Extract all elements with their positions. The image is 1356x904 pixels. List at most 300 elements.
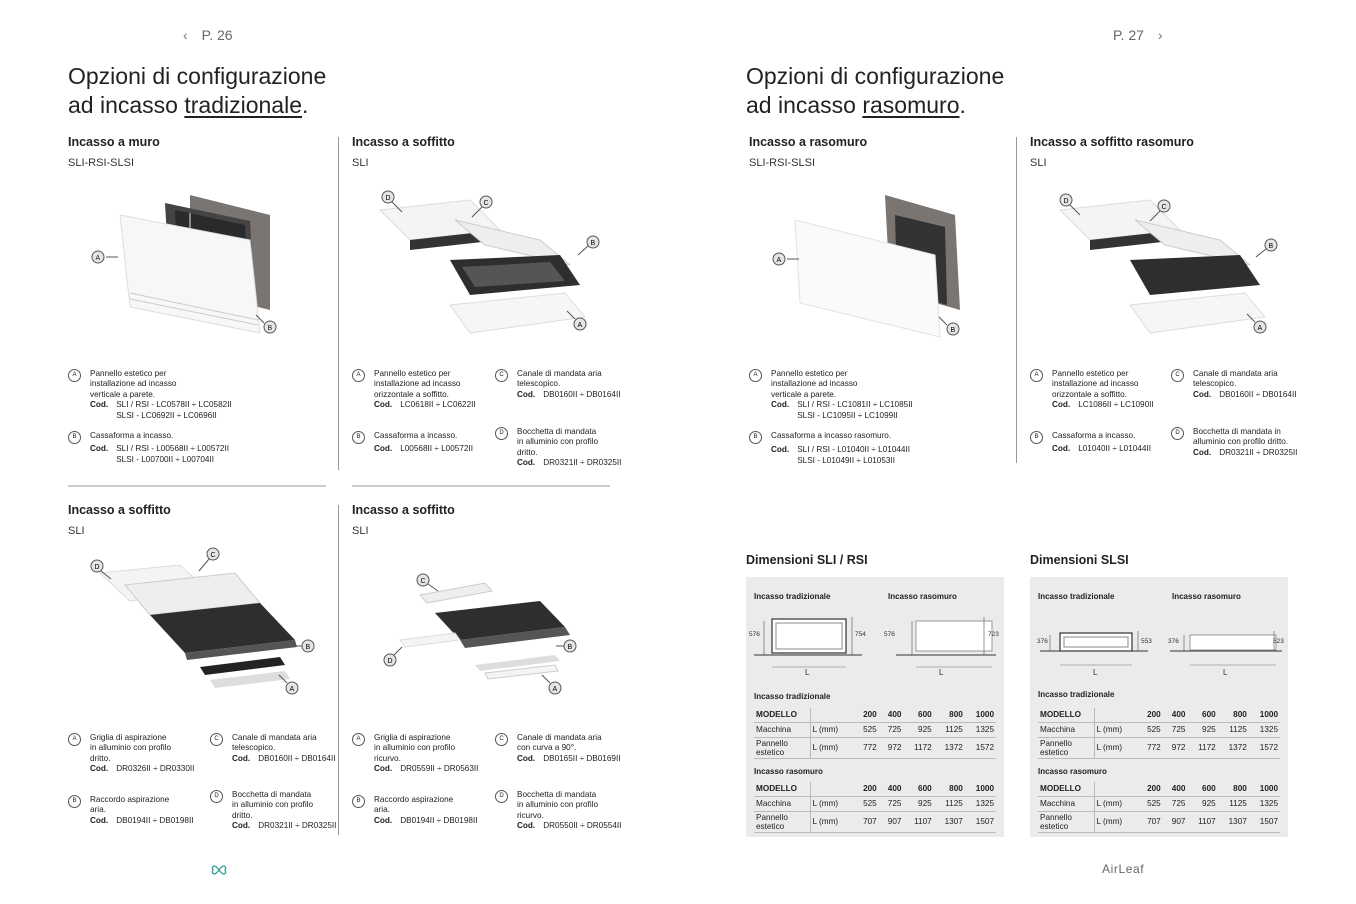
divider-vertical bbox=[338, 505, 339, 835]
dimensions-sli-rsi-heading: Dimensioni SLI / RSI bbox=[746, 553, 868, 567]
callout-c bbox=[199, 548, 219, 571]
marker-a: A bbox=[352, 733, 365, 746]
dimensions-panel bbox=[746, 577, 1004, 837]
marker-a: A bbox=[68, 369, 81, 382]
svg-text:B: B bbox=[567, 644, 573, 651]
table-title: Incasso rasomuro bbox=[754, 767, 823, 776]
table-cell: 1372 bbox=[934, 737, 965, 758]
legend-text: Griglia di aspirazione bbox=[374, 733, 451, 742]
table-header-row bbox=[754, 708, 996, 722]
left-page-number: P. 26 bbox=[201, 27, 233, 43]
table-cell: 707 bbox=[854, 811, 879, 832]
marker-c: C bbox=[495, 369, 508, 382]
table-cell: 1125 bbox=[934, 796, 965, 811]
table-cell: L (mm) bbox=[1094, 811, 1138, 832]
cod-label: Cod. bbox=[517, 389, 536, 399]
table-header-cell: 600 bbox=[903, 708, 933, 722]
svg-text:A: A bbox=[95, 255, 101, 262]
cod-label: Cod. bbox=[1193, 447, 1212, 457]
cod-label: Cod. bbox=[517, 753, 536, 763]
svg-text:B: B bbox=[305, 644, 311, 651]
table-header-cell: 200 bbox=[1138, 708, 1163, 722]
legend-text: in alluminio con profilo bbox=[517, 437, 599, 447]
legend-text: alluminio con profilo dritto. bbox=[1193, 437, 1289, 447]
cod-value: SLI / RSI - L01040II ÷ L01044II bbox=[797, 445, 911, 455]
marker-a: A bbox=[749, 369, 762, 382]
section-ceiling-curved bbox=[352, 503, 455, 537]
legend-text: Cassaforma a incasso. bbox=[90, 431, 174, 440]
legend-text: orizzontale a soffitto. bbox=[1052, 389, 1127, 399]
cod-value: LC0618II ÷ LC0622II bbox=[400, 400, 476, 410]
table-cell: Pannello estetico bbox=[754, 737, 810, 758]
section-subheading: SLI-RSI-SLSI bbox=[68, 157, 135, 169]
legend-text: Raccordo aspirazione bbox=[374, 795, 454, 804]
callout-b bbox=[939, 317, 959, 335]
right-page-nav bbox=[1113, 27, 1163, 43]
table-row bbox=[754, 811, 996, 832]
legend-item-b bbox=[352, 795, 478, 826]
legend-text: Cassaforma a incasso rasomuro. bbox=[771, 431, 892, 440]
table-cell: 925 bbox=[903, 796, 933, 811]
table-cell: 1172 bbox=[1187, 737, 1217, 758]
legend-text: aria. bbox=[374, 805, 390, 815]
cod-label: Cod. bbox=[517, 458, 536, 468]
dim-length-label: L bbox=[939, 668, 944, 677]
dimensions-slsi-heading: Dimensioni SLSI bbox=[1030, 553, 1129, 567]
cod-label: Cod. bbox=[374, 444, 393, 454]
legend-item-d bbox=[495, 790, 621, 832]
svg-text:C: C bbox=[1161, 204, 1167, 211]
section-heading: Incasso a soffitto bbox=[352, 135, 455, 149]
cod-value: DB0160II ÷ DB0164II bbox=[258, 753, 336, 763]
right-title-line1: Opzioni di configurazione bbox=[746, 63, 1005, 89]
table-cell: 772 bbox=[1138, 737, 1163, 758]
section-heading: Incasso a soffitto bbox=[68, 503, 171, 517]
dimensions-table bbox=[754, 708, 996, 759]
svg-text:D: D bbox=[94, 564, 100, 571]
svg-text:C: C bbox=[420, 578, 426, 585]
marker-d: D bbox=[210, 790, 223, 803]
table-cell: 907 bbox=[879, 811, 904, 832]
wall-unit-illustration bbox=[80, 185, 310, 350]
legend-text: orizzontale a soffitto. bbox=[374, 389, 449, 399]
left-page-title bbox=[68, 62, 326, 120]
table-cell: 907 bbox=[1163, 811, 1188, 832]
svg-text:A: A bbox=[552, 686, 558, 693]
cod-value: DR0321II ÷ DR0325II bbox=[258, 821, 337, 831]
table-cell: 525 bbox=[854, 722, 879, 737]
marker-b: B bbox=[352, 431, 365, 444]
table-header-cell: 1000 bbox=[1249, 782, 1280, 796]
legend-text: ricurvo. bbox=[517, 810, 544, 820]
marker-b: B bbox=[1030, 431, 1043, 444]
cod-label: Cod. bbox=[232, 753, 251, 763]
table-row bbox=[754, 737, 996, 758]
legend-text: Pannello estetico per bbox=[374, 369, 451, 378]
cod-value: DR0321II ÷ DR0325II bbox=[1219, 447, 1298, 457]
marker-a: A bbox=[1030, 369, 1043, 382]
table-header-cell: 800 bbox=[1218, 782, 1249, 796]
table-cell: Macchina bbox=[754, 722, 810, 737]
table-title: Incasso rasomuro bbox=[1038, 767, 1107, 776]
marker-b: B bbox=[68, 795, 81, 808]
legend-text: telescopico. bbox=[1193, 379, 1237, 389]
section-ceiling-flush bbox=[1030, 135, 1194, 169]
cod-label: Cod. bbox=[771, 445, 790, 455]
callout-a bbox=[542, 675, 561, 694]
cod-value: DB0160II ÷ DB0164II bbox=[543, 389, 621, 399]
cod-value: DR0559II ÷ DR0563II bbox=[400, 764, 479, 774]
table-header-cell: 400 bbox=[879, 782, 904, 796]
cod-value: DR0550II ÷ DR0554II bbox=[543, 821, 622, 831]
legend-text: Canale di mandata aria bbox=[517, 733, 602, 742]
legend-text: Canale di mandata aria bbox=[517, 369, 602, 378]
legend-text: Cassaforma a incasso. bbox=[1052, 431, 1136, 440]
left-title-underlined: tradizionale bbox=[184, 92, 302, 118]
chevron-left-icon[interactable]: ‹ bbox=[183, 27, 188, 43]
svg-text:D: D bbox=[387, 658, 393, 665]
cod-label: Cod. bbox=[374, 764, 393, 774]
legend-text: ricurvo. bbox=[374, 753, 401, 763]
table-cell: L (mm) bbox=[1094, 737, 1138, 758]
svg-text:B: B bbox=[1268, 243, 1274, 250]
legend-text: Griglia di aspirazione bbox=[90, 733, 167, 742]
table-cell: 1325 bbox=[1249, 796, 1280, 811]
left-page-nav bbox=[183, 27, 233, 43]
left-title-line1: Opzioni di configurazione bbox=[68, 63, 327, 89]
callout-b bbox=[556, 640, 576, 652]
table-cell: 925 bbox=[1187, 796, 1217, 811]
legend-item-b bbox=[1030, 431, 1151, 455]
table-cell: L (mm) bbox=[810, 811, 854, 832]
legend-text: dritto. bbox=[517, 447, 538, 457]
table-cell: 1125 bbox=[934, 722, 965, 737]
legend-item-d bbox=[1171, 427, 1297, 458]
section-subheading: SLI-RSI-SLSI bbox=[749, 157, 816, 169]
table-cell: 1372 bbox=[1218, 737, 1249, 758]
divider-vertical bbox=[338, 137, 339, 470]
cod-label: Cod. bbox=[232, 821, 251, 831]
diagram-label: Incasso tradizionale bbox=[754, 592, 831, 601]
table-header-cell: 800 bbox=[934, 708, 965, 722]
dim-height-value: 754 bbox=[855, 631, 866, 638]
cod-value: DB0194II ÷ DB0198II bbox=[400, 815, 478, 825]
dim-height-value: 576 bbox=[884, 631, 895, 638]
cod-value: SLSI - LC1095II ÷ LC1099II bbox=[797, 410, 898, 420]
legend-text: Bocchetta di mandata in bbox=[1193, 427, 1281, 436]
legend-item-a bbox=[749, 369, 913, 421]
cod-value: DR0326II ÷ DR0330II bbox=[116, 764, 195, 774]
right-page-title bbox=[746, 62, 1004, 120]
table-cell: Macchina bbox=[1038, 722, 1094, 737]
table-cell: L (mm) bbox=[1094, 722, 1138, 737]
cod-label: Cod. bbox=[90, 815, 109, 825]
callout-b bbox=[1256, 239, 1277, 257]
cod-value: DB0160II ÷ DB0164II bbox=[1219, 389, 1297, 399]
table-header-cell: 1000 bbox=[965, 782, 996, 796]
right-title-line2 bbox=[746, 91, 1004, 120]
dimensions-panel bbox=[1030, 577, 1288, 837]
legend-text: verticale a parete. bbox=[90, 389, 156, 399]
callout-a bbox=[773, 253, 799, 265]
cod-label: Cod. bbox=[1193, 389, 1212, 399]
table-header-cell: 400 bbox=[1163, 782, 1188, 796]
legend-text: Bocchetta di mandata bbox=[517, 427, 597, 436]
dimensions-table bbox=[1038, 782, 1280, 833]
svg-text:C: C bbox=[483, 200, 489, 207]
legend-text: Pannello estetico per bbox=[771, 369, 848, 378]
legend-item-d bbox=[210, 790, 336, 832]
dimensions-table bbox=[1038, 708, 1280, 759]
dim-height-value: 553 bbox=[1141, 638, 1152, 645]
cod-label: Cod. bbox=[90, 400, 109, 410]
table-cell: 1125 bbox=[1218, 722, 1249, 737]
table-cell: Pannello estetico bbox=[754, 811, 810, 832]
section-wall-flush bbox=[749, 135, 867, 169]
table-cell: 725 bbox=[879, 722, 904, 737]
table-header-cell: MODELLO bbox=[754, 782, 810, 796]
legend-text: telescopico. bbox=[232, 743, 276, 753]
table-cell: 1572 bbox=[1249, 737, 1280, 758]
section-subheading: SLI bbox=[352, 525, 369, 537]
right-title-prefix: ad incasso bbox=[746, 92, 863, 118]
wall-flush-illustration bbox=[765, 185, 995, 345]
left-title-suffix: . bbox=[302, 92, 309, 118]
table-header-cell: 400 bbox=[879, 708, 904, 722]
cod-value: L00568II ÷ L00572II bbox=[400, 444, 473, 454]
legend-item-b bbox=[352, 431, 473, 455]
leaf-logo-icon bbox=[210, 861, 228, 879]
table-cell: 1507 bbox=[1249, 811, 1280, 832]
callout-d bbox=[91, 560, 111, 579]
legend-item-a bbox=[352, 369, 476, 411]
legend-text: telescopico. bbox=[517, 379, 561, 389]
legend-text: Bocchetta di mandata bbox=[232, 790, 312, 799]
table-cell: Macchina bbox=[1038, 796, 1094, 811]
legend-text: Canale di mandata aria bbox=[1193, 369, 1278, 378]
legend-text: Canale di mandata aria bbox=[232, 733, 317, 742]
cod-value: DB0165II ÷ DB0169II bbox=[543, 753, 621, 763]
legend-text: installazione ad incasso bbox=[90, 379, 177, 389]
dimension-diagram bbox=[1030, 611, 1288, 681]
svg-text:A: A bbox=[289, 686, 295, 693]
table-cell: 707 bbox=[1138, 811, 1163, 832]
table-cell: 525 bbox=[1138, 722, 1163, 737]
legend-text: in alluminio con profilo bbox=[517, 800, 599, 810]
table-row bbox=[754, 722, 996, 737]
table-row bbox=[1038, 737, 1280, 758]
legend-text: dritto. bbox=[90, 753, 111, 763]
table-cell: L (mm) bbox=[810, 737, 854, 758]
marker-d: D bbox=[495, 427, 508, 440]
table-cell: 1507 bbox=[965, 811, 996, 832]
marker-a: A bbox=[68, 733, 81, 746]
table-cell: Macchina bbox=[754, 796, 810, 811]
dim-length-label: L bbox=[805, 668, 810, 677]
table-header-cell: 800 bbox=[934, 782, 965, 796]
legend-item-b bbox=[749, 431, 910, 466]
cod-value: SLSI - L00700II ÷ L00704II bbox=[116, 454, 215, 464]
dim-length-label: L bbox=[1223, 668, 1228, 677]
section-subheading: SLI bbox=[352, 157, 369, 169]
legend-text: Bocchetta di mandata bbox=[517, 790, 597, 799]
svg-text:A: A bbox=[1257, 325, 1263, 332]
section-ceiling-traditional bbox=[352, 135, 455, 169]
marker-c: C bbox=[210, 733, 223, 746]
cod-label: Cod. bbox=[374, 815, 393, 825]
legend-text: Pannello estetico per bbox=[1052, 369, 1129, 378]
section-subheading: SLI bbox=[68, 525, 85, 537]
left-title-line2 bbox=[68, 91, 326, 120]
brand-name: AirLeaf bbox=[1102, 862, 1145, 876]
legend-item-a bbox=[352, 733, 478, 775]
marker-b: B bbox=[749, 431, 762, 444]
left-title-prefix: ad incasso bbox=[68, 92, 185, 118]
table-header-cell: MODELLO bbox=[1038, 782, 1094, 796]
marker-b: B bbox=[68, 431, 81, 444]
section-heading: Incasso a soffitto rasomuro bbox=[1030, 135, 1194, 149]
dim-height-value: 376 bbox=[1168, 638, 1179, 645]
cod-value: DR0321II ÷ DR0325II bbox=[543, 458, 622, 468]
marker-b: B bbox=[352, 795, 365, 808]
table-header-cell: 400 bbox=[1163, 708, 1188, 722]
section-ceiling-straight bbox=[68, 503, 171, 537]
table-cell: 1172 bbox=[903, 737, 933, 758]
table-cell: 725 bbox=[1163, 722, 1188, 737]
legend-item-c bbox=[495, 733, 621, 764]
cod-label: Cod. bbox=[1052, 400, 1071, 410]
svg-text:D: D bbox=[385, 195, 391, 202]
ceiling-straight-illustration bbox=[85, 545, 325, 705]
dimensions-table bbox=[754, 782, 996, 833]
legend-text: installazione ad incasso bbox=[374, 379, 461, 389]
diagram-label: Incasso tradizionale bbox=[1038, 592, 1115, 601]
table-header-cell: 800 bbox=[1218, 708, 1249, 722]
right-page-number: P. 27 bbox=[1113, 27, 1144, 43]
svg-text:D: D bbox=[1063, 198, 1069, 205]
divider-vertical bbox=[1016, 137, 1017, 463]
marker-a: A bbox=[352, 369, 365, 382]
table-header-row bbox=[1038, 708, 1280, 722]
cod-value: SLI / RSI - LC0578II ÷ LC0582II bbox=[116, 400, 232, 410]
table-cell: 972 bbox=[879, 737, 904, 758]
svg-text:C: C bbox=[210, 552, 216, 559]
table-header-cell: 1000 bbox=[1249, 708, 1280, 722]
legend-text: in alluminio con profilo bbox=[232, 800, 314, 810]
marker-c: C bbox=[1171, 369, 1184, 382]
chevron-right-icon[interactable]: › bbox=[1157, 27, 1163, 43]
callout-c bbox=[417, 574, 438, 591]
table-cell: 972 bbox=[1163, 737, 1188, 758]
callout-d bbox=[384, 647, 402, 666]
table-header-cell: 200 bbox=[854, 708, 879, 722]
table-cell: 1325 bbox=[1249, 722, 1280, 737]
table-header-row bbox=[754, 782, 996, 796]
svg-text:B: B bbox=[267, 325, 273, 332]
legend-item-d bbox=[495, 427, 621, 469]
section-heading: Incasso a muro bbox=[68, 135, 160, 149]
table-header-cell: 600 bbox=[1187, 782, 1217, 796]
table-header-cell: 1000 bbox=[965, 708, 996, 722]
table-cell: 1107 bbox=[903, 811, 933, 832]
legend-text: Raccordo aspirazione bbox=[90, 795, 170, 804]
table-cell: 1325 bbox=[965, 722, 996, 737]
marker-c: C bbox=[495, 733, 508, 746]
cod-label: Cod. bbox=[771, 400, 790, 410]
diagram-label: Incasso rasomuro bbox=[888, 592, 957, 601]
table-header-cell bbox=[810, 782, 854, 796]
divider-horizontal bbox=[68, 485, 326, 487]
table-cell: 772 bbox=[854, 737, 879, 758]
marker-d: D bbox=[495, 790, 508, 803]
dim-height-value: 723 bbox=[988, 631, 999, 638]
legend-text: con curva a 90°. bbox=[517, 743, 577, 753]
legend-item-c bbox=[1171, 369, 1297, 400]
legend-item-b bbox=[68, 431, 229, 465]
table-row bbox=[1038, 796, 1280, 811]
legend-text: verticale a parete. bbox=[771, 389, 837, 399]
cod-label: Cod. bbox=[517, 821, 536, 831]
table-title: Incasso tradizionale bbox=[754, 692, 831, 701]
callout-a bbox=[92, 251, 118, 263]
legend-text: Cassaforma a incasso. bbox=[374, 431, 458, 440]
ceiling-unit-illustration bbox=[370, 185, 610, 345]
right-title-suffix: . bbox=[959, 92, 966, 118]
cod-value: DB0194II ÷ DB0198II bbox=[116, 815, 194, 825]
section-wall-traditional bbox=[68, 135, 160, 169]
svg-text:B: B bbox=[950, 327, 956, 334]
legend-text: aria. bbox=[90, 805, 106, 815]
cod-label: Cod. bbox=[374, 400, 393, 410]
section-heading: Incasso a rasomuro bbox=[749, 135, 868, 149]
table-header-cell: MODELLO bbox=[754, 708, 810, 722]
table-cell: L (mm) bbox=[810, 722, 854, 737]
cod-value: SLSI - LC0692II ÷ LC0696II bbox=[116, 410, 217, 420]
dimension-diagram bbox=[746, 611, 1004, 681]
table-header-cell: 200 bbox=[854, 782, 879, 796]
table-cell: 525 bbox=[1138, 796, 1163, 811]
legend-text: installazione ad incasso bbox=[1052, 379, 1139, 389]
right-title-underlined: rasomuro bbox=[862, 92, 960, 118]
table-header-cell: 600 bbox=[903, 782, 933, 796]
cod-value: SLSI - L01049II ÷ L01053II bbox=[797, 455, 896, 465]
divider-horizontal bbox=[352, 485, 610, 487]
cod-value: SLI / RSI - LC1081II ÷ LC1085II bbox=[797, 400, 913, 410]
section-heading: Incasso a soffitto bbox=[352, 503, 455, 517]
table-header-cell bbox=[810, 708, 854, 722]
legend-text: in alluminio con profilo bbox=[374, 743, 456, 753]
legend-item-b bbox=[68, 795, 194, 826]
table-header-row bbox=[1038, 782, 1280, 796]
table-row bbox=[1038, 811, 1280, 832]
cod-label: Cod. bbox=[1052, 444, 1071, 454]
dim-height-value: 576 bbox=[749, 631, 760, 638]
legend-text: installazione ad incasso bbox=[771, 379, 858, 389]
table-cell: 1307 bbox=[934, 811, 965, 832]
table-cell: 1107 bbox=[1187, 811, 1217, 832]
legend-item-a bbox=[68, 369, 232, 421]
table-cell: 525 bbox=[854, 796, 879, 811]
table-cell: 725 bbox=[879, 796, 904, 811]
legend-text: in alluminio con profilo bbox=[90, 743, 172, 753]
table-header-cell bbox=[1094, 708, 1138, 722]
table-cell: 1572 bbox=[965, 737, 996, 758]
cod-value: SLI / RSI - L00568II ÷ L00572II bbox=[116, 444, 230, 454]
table-cell: 925 bbox=[1187, 722, 1217, 737]
callout-b bbox=[578, 236, 599, 255]
table-cell: L (mm) bbox=[810, 796, 854, 811]
table-cell: 1325 bbox=[965, 796, 996, 811]
